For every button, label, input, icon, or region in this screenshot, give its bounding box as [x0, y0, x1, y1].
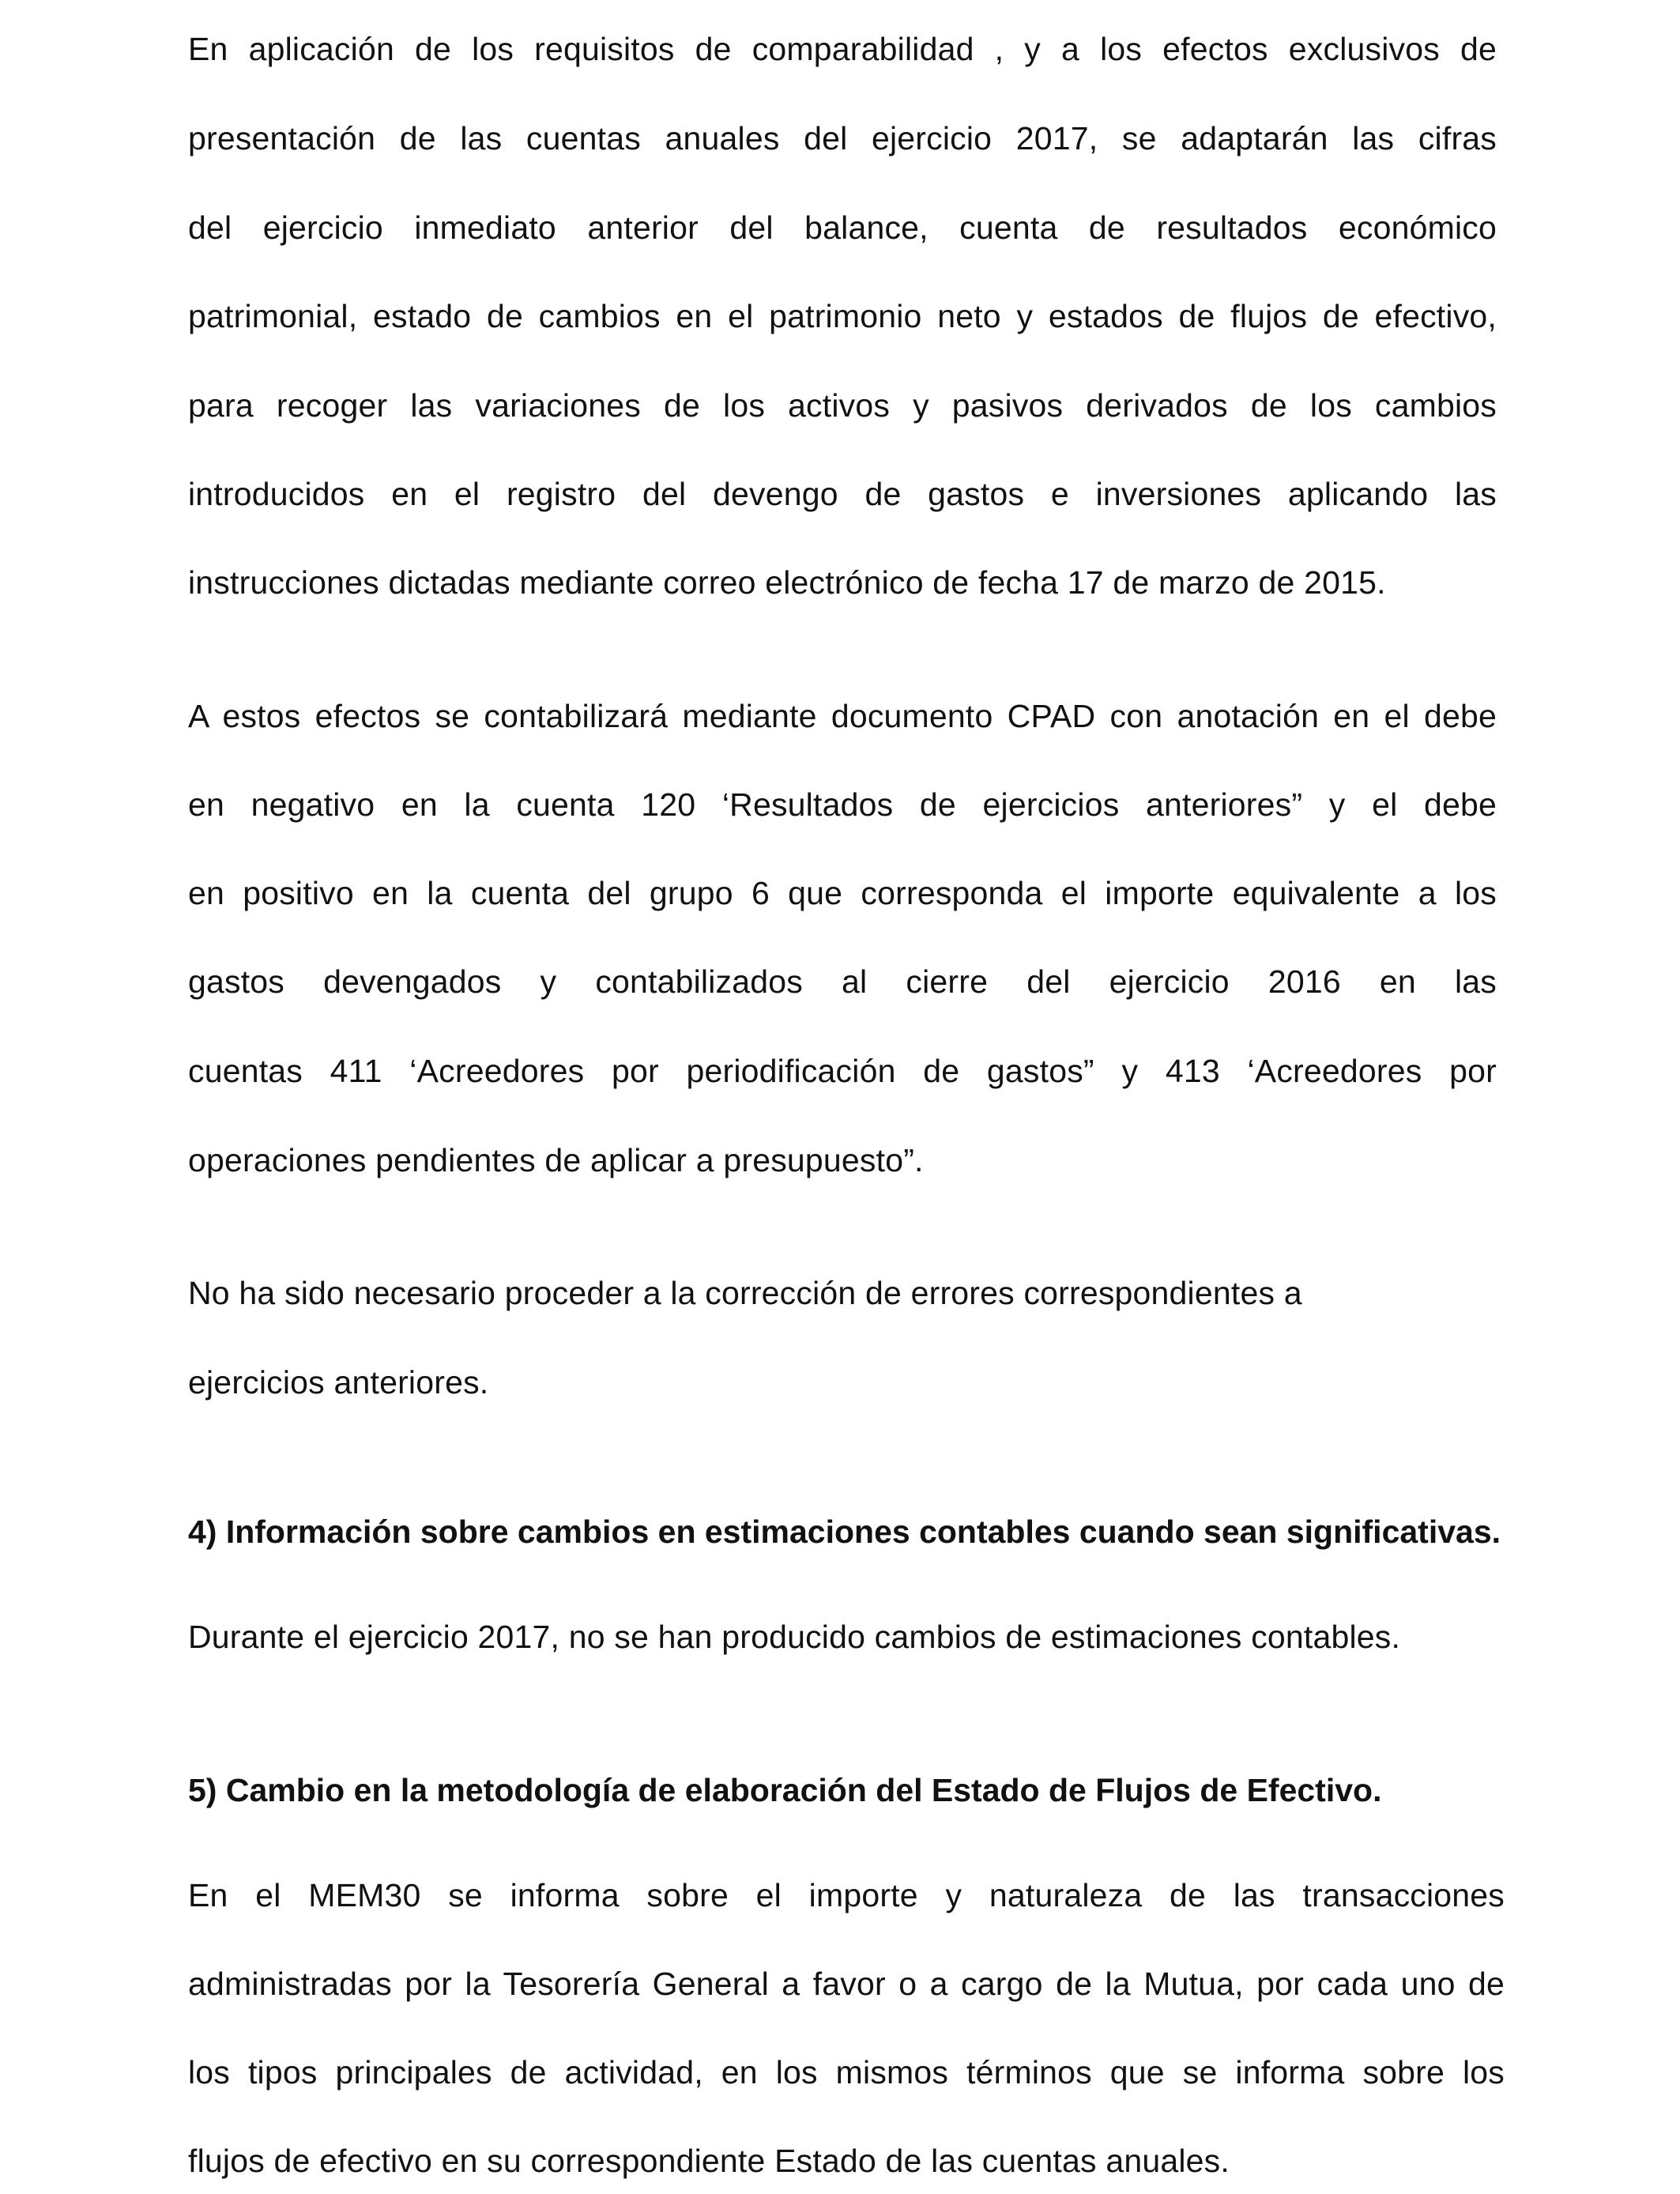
paragraph-line: Durante el ejercicio 2017, no se han producido cambios de estimaciones contables.: [188, 1619, 1401, 1655]
paragraph-line: gastos devengados y contabilizados al cierre del ejercicio 2016 en las: [188, 963, 1497, 1000]
paragraph-line: los tipos principales de actividad, en los mismos términos que se informa sobre los: [188, 2054, 1505, 2090]
paragraph-line: introducidos en el registro del devengo de gastos e inversiones aplicando las: [188, 476, 1497, 512]
paragraph-line: cuentas 411 ‘Acreedores por periodificación de gastos” y 413 ‘Acreedores por: [188, 1053, 1497, 1089]
paragraph-line: para recoger las variaciones de los activos y pasivos derivados de los cambios: [188, 387, 1497, 424]
paragraph-line: administradas por la Tesorería General a favor o a cargo de la Mutua, por cada uno de: [188, 1966, 1505, 2002]
paragraph-line: operaciones pendientes de aplicar a presupuesto”.: [188, 1142, 924, 1178]
paragraph-line: patrimonial, estado de cambios en el patrimonio neto y estados de flujos de efectivo,: [188, 298, 1497, 334]
paragraph-line: instrucciones dictadas mediante correo electrónico de fecha 17 de marzo de 2015.: [188, 564, 1386, 601]
paragraph-line: en positivo en la cuenta del grupo 6 que corresponda el importe equivalente a los: [188, 875, 1497, 911]
paragraph-line: ejercicios anteriores.: [188, 1364, 489, 1400]
paragraph-line: A estos efectos se contabilizará mediante documento CPAD con anotación en el debe: [188, 698, 1497, 734]
paragraph-line: del ejercicio inmediato anterior del balance, cuenta de resultados económico: [188, 209, 1497, 246]
paragraph-line: En aplicación de los requisitos de comparabilidad , y a los efectos exclusivos de: [188, 31, 1497, 67]
section-heading: 4) Información sobre cambios en estimaciones contables cuando sean significativas.: [188, 1514, 1501, 1550]
section-heading: 5) Cambio en la metodología de elaboración del Estado de Flujos de Efectivo.: [188, 1772, 1382, 1808]
paragraph-line: presentación de las cuentas anuales del ejercicio 2017, se adaptarán las cifras: [188, 120, 1497, 156]
paragraph-line: En el MEM30 se informa sobre el importe y naturaleza de las transacciones: [188, 1877, 1505, 1913]
paragraph-line: flujos de efectivo en su correspondiente Estado de las cuentas anuales.: [188, 2143, 1230, 2179]
paragraph-line: en negativo en la cuenta 120 ‘Resultados de ejercicios anteriores” y el debe: [188, 786, 1497, 823]
paragraph-line: No ha sido necesario proceder a la corrección de errores correspondientes a: [188, 1275, 1302, 1311]
